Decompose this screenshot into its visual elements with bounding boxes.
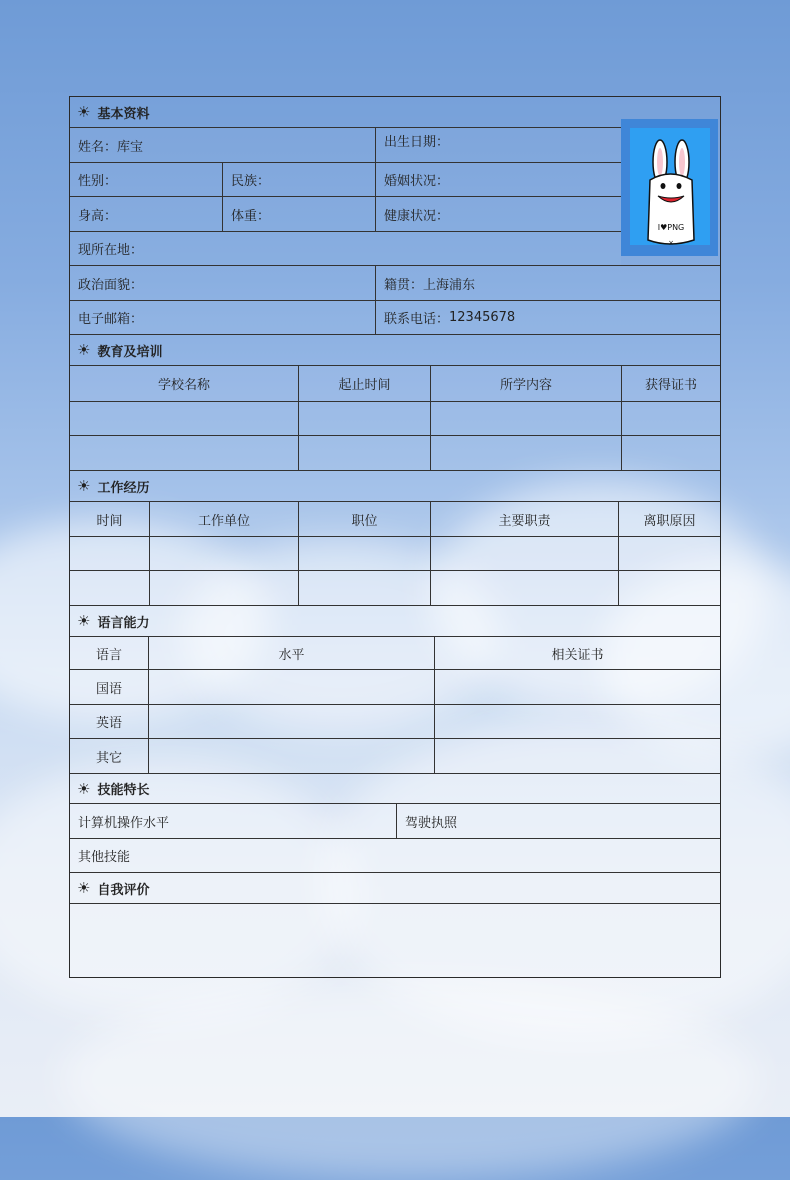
edu-cell[interactable] — [298, 401, 430, 435]
name-field[interactable]: 姓名： 库宝 — [70, 127, 375, 162]
origin-value: 上海浦东 — [423, 277, 476, 293]
work-cell[interactable] — [430, 570, 618, 605]
work-header-time: 时间 — [70, 501, 149, 536]
edu-cell[interactable] — [430, 435, 621, 470]
svg-text:×: × — [668, 239, 674, 245]
work-cell[interactable] — [70, 536, 149, 570]
work-header-position: 职位 — [298, 501, 430, 536]
bunny-mascot-image — [630, 128, 710, 245]
work-cell[interactable] — [298, 536, 430, 570]
edu-cell[interactable] — [621, 401, 720, 435]
lang-cert-cell[interactable] — [434, 738, 720, 773]
edu-cell[interactable] — [430, 401, 621, 435]
edu-header-school: 学校名称 — [70, 365, 298, 401]
edu-cell[interactable] — [70, 401, 298, 435]
sun-icon: ☀ — [77, 879, 91, 897]
sun-icon: ☀ — [77, 341, 91, 359]
sun-icon: ☀ — [77, 612, 91, 630]
work-header-leave-reason: 离职原因 — [618, 501, 720, 536]
health-status-field[interactable]: 健康状况： — [375, 196, 621, 231]
marital-status-field[interactable]: 婚姻状况： — [375, 162, 621, 196]
section-skills-header: ☀ 技能特长 — [70, 773, 720, 803]
phone-value: 12345678 — [449, 310, 516, 325]
driving-license-field[interactable]: 驾驶执照 — [396, 803, 720, 838]
sun-icon: ☀ — [77, 779, 91, 798]
birth-date-field[interactable]: 出生日期： — [375, 127, 621, 162]
work-cell[interactable] — [430, 536, 618, 570]
sun-icon: ☀ — [77, 103, 91, 121]
work-cell[interactable] — [149, 570, 298, 605]
work-header-company: 工作单位 — [149, 501, 298, 536]
section-language-header: ☀ 语言能力 — [70, 605, 720, 636]
section-self-eval-header: ☀ 自我评价 — [70, 872, 720, 903]
gender-field[interactable]: 性别： — [70, 162, 222, 196]
height-field[interactable]: 身高： — [70, 196, 222, 231]
work-cell[interactable] — [618, 570, 720, 605]
edu-header-content: 所学内容 — [430, 365, 621, 401]
address-field[interactable]: 现所在地： — [70, 231, 621, 265]
work-cell[interactable] — [149, 536, 298, 570]
weight-field[interactable]: 体重： — [222, 196, 375, 231]
edu-header-period: 起止时间 — [298, 365, 430, 401]
lang-header-level: 水平 — [148, 636, 434, 669]
lang-row-english: 英语 — [70, 704, 148, 738]
name-value: 库宝 — [117, 139, 144, 155]
section-education-header: ☀ 教育及培训 — [70, 334, 720, 365]
photo-logo-text: I♥PNG — [657, 223, 685, 232]
lang-cert-cell[interactable] — [434, 669, 720, 704]
section-work-header: ☀ 工作经历 — [70, 470, 720, 501]
work-header-duties: 主要职责 — [430, 501, 618, 536]
work-cell[interactable] — [618, 536, 720, 570]
phone-field[interactable]: 联系电话： 12345678 — [375, 300, 720, 334]
email-field[interactable]: 电子邮箱： — [70, 300, 375, 334]
work-cell[interactable] — [70, 570, 149, 605]
self-evaluation-textarea[interactable] — [70, 903, 720, 977]
edu-header-certificate: 获得证书 — [621, 365, 720, 401]
lang-cert-cell[interactable] — [434, 704, 720, 738]
other-skills-field[interactable]: 其他技能 — [70, 838, 720, 872]
ethnic-field[interactable]: 民族： — [222, 162, 375, 196]
political-status-field[interactable]: 政治面貌： — [70, 265, 375, 300]
profile-photo[interactable] — [621, 119, 718, 256]
edu-cell[interactable] — [298, 435, 430, 470]
origin-field[interactable]: 籍贯： 上海浦东 — [375, 265, 720, 300]
edu-cell[interactable] — [70, 435, 298, 470]
lang-level-cell[interactable] — [148, 738, 434, 773]
edu-cell[interactable] — [621, 435, 720, 470]
computer-skill-field[interactable]: 计算机操作水平 — [70, 803, 396, 838]
resume-form — [69, 96, 721, 978]
lang-header-certificate: 相关证书 — [434, 636, 720, 669]
sun-icon: ☀ — [77, 477, 91, 495]
lang-row-mandarin: 国语 — [70, 669, 148, 704]
section-basic-header: ☀ 基本资料 — [77, 103, 150, 122]
lang-row-other: 其它 — [70, 738, 148, 773]
photo-background — [630, 128, 710, 245]
lang-level-cell[interactable] — [148, 669, 434, 704]
work-cell[interactable] — [298, 570, 430, 605]
lang-level-cell[interactable] — [148, 704, 434, 738]
lang-header-language: 语言 — [70, 636, 148, 669]
